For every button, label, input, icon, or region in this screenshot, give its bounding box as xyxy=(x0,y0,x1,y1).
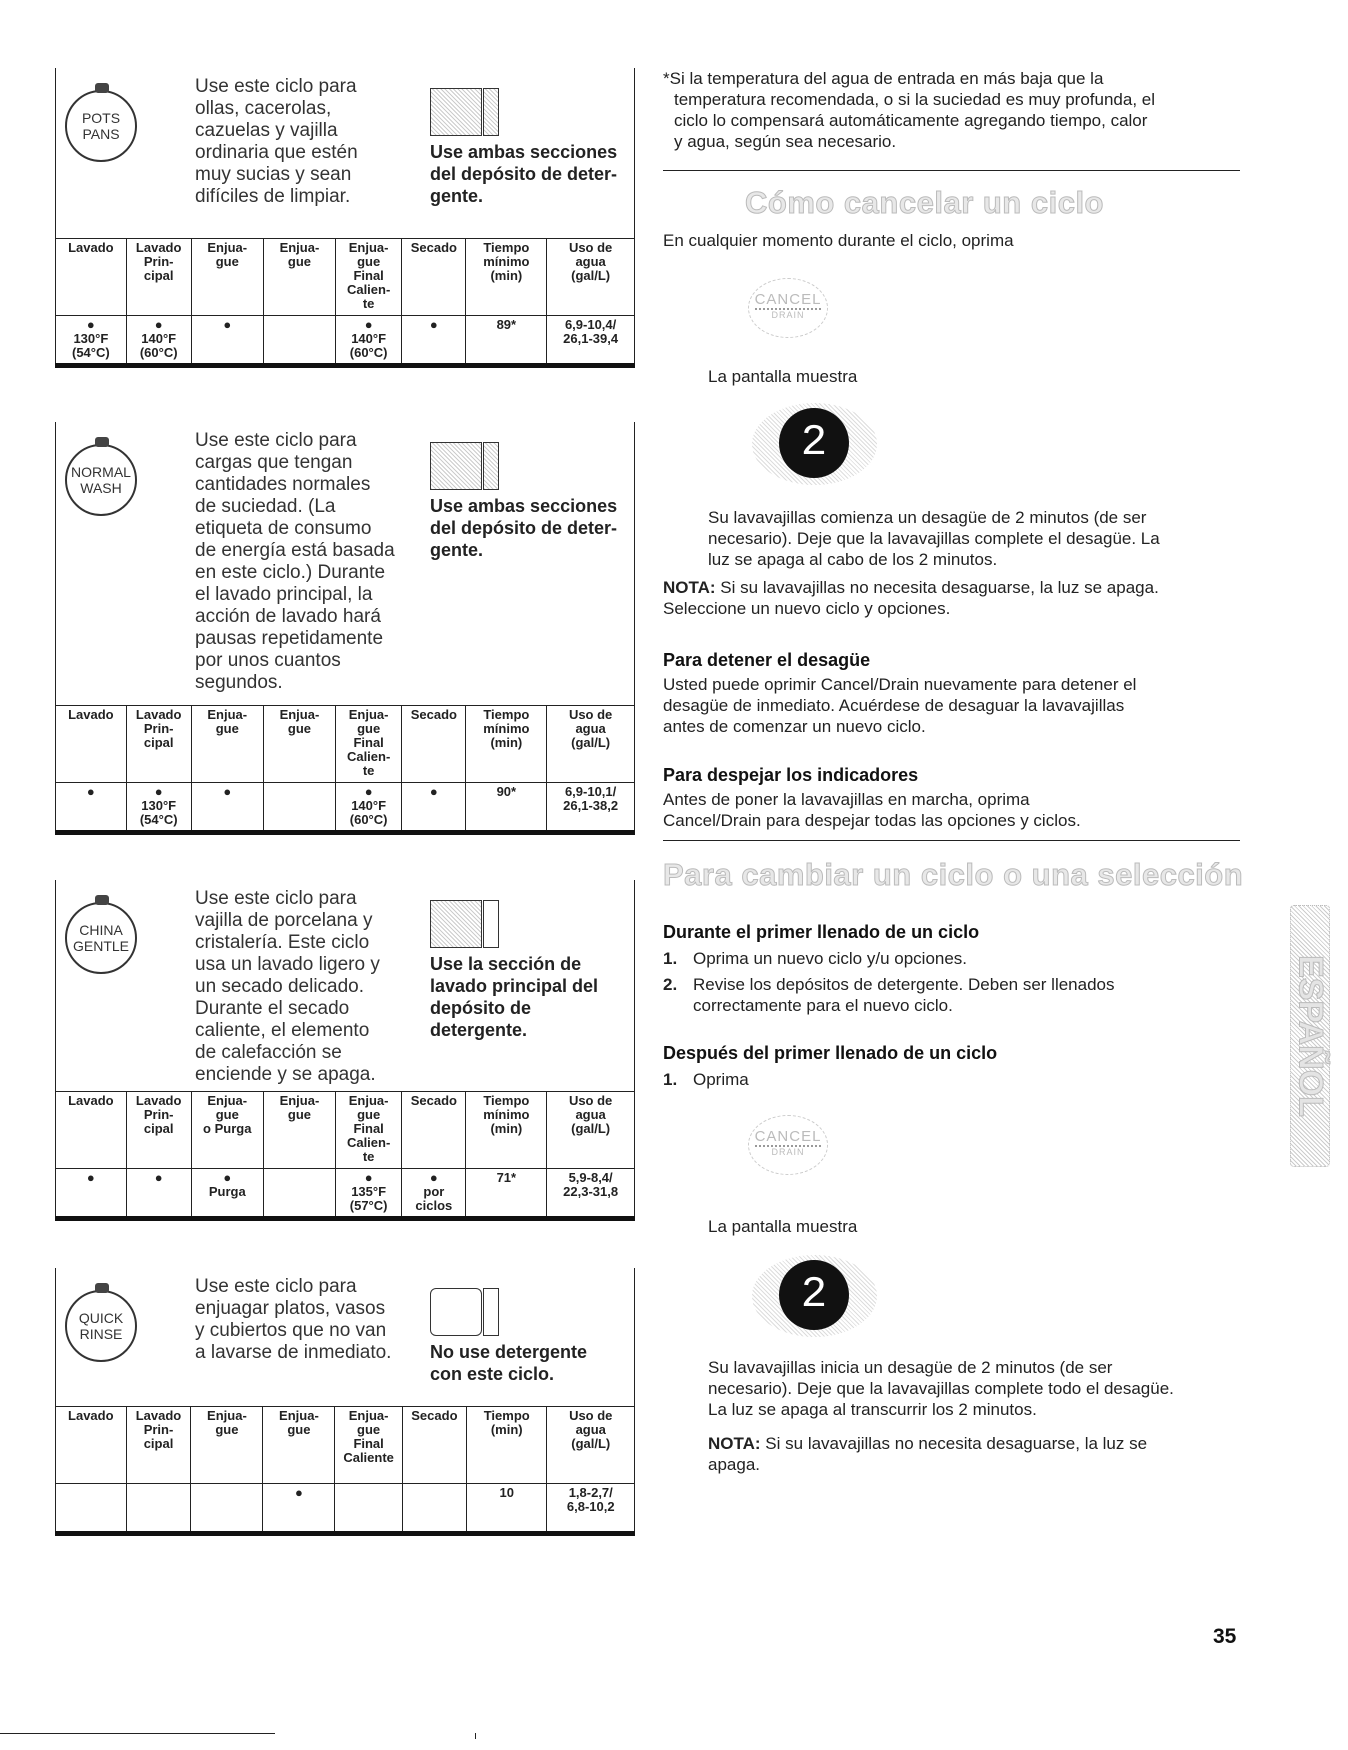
block-rule xyxy=(634,68,635,238)
divider xyxy=(663,170,1240,171)
table-cell: ● xyxy=(191,316,263,367)
text-line: Use la sección de xyxy=(430,954,582,974)
prewash-compartment xyxy=(483,1288,499,1336)
nota-2 xyxy=(708,1433,1288,1475)
text-line: depósito de xyxy=(430,998,532,1018)
table-header-row xyxy=(56,239,635,316)
table-cell: ● xyxy=(402,783,466,834)
page-number: 35 xyxy=(1213,1625,1237,1648)
column-header: Uso de agua (gal/L) xyxy=(547,1407,635,1484)
text-line: gente. xyxy=(430,540,484,560)
text-line: a lavarse de inmediato. xyxy=(195,1342,392,1363)
text-line: apaga. xyxy=(708,1455,760,1474)
block-rule xyxy=(634,422,635,705)
table-row xyxy=(56,783,635,834)
cycle-description xyxy=(195,1276,391,1364)
cycle-description xyxy=(195,888,380,1086)
column-header: Lavado xyxy=(56,706,127,783)
step-text: correctamente para el nuevo ciclo. xyxy=(693,996,953,1015)
detergent-instruction xyxy=(430,141,617,207)
cancel-drain-button[interactable] xyxy=(748,278,828,338)
footnote xyxy=(663,68,1243,152)
column-header: Secado xyxy=(402,1407,466,1484)
text-line: La luz se apaga al transcurrir los 2 minutos. xyxy=(708,1400,1037,1419)
step-text: Oprima xyxy=(693,1070,749,1089)
badge-label: PANS xyxy=(82,126,120,142)
table-cell xyxy=(263,1169,335,1220)
text-line: un secado delicado. xyxy=(195,976,365,997)
text-line: cristalería. Este ciclo xyxy=(195,932,370,953)
text-line: Seleccione un nuevo ciclo y opciones. xyxy=(663,599,951,618)
footnote-line: y agua, según sea necesario. xyxy=(674,132,897,151)
divider xyxy=(663,840,1240,841)
table-row xyxy=(56,1484,635,1535)
table-cell: 89* xyxy=(466,316,547,367)
indicator-light xyxy=(95,83,109,93)
column-header: Enjua- gue Final Calien- te xyxy=(336,706,402,783)
text-line: de suciedad. (La xyxy=(195,496,336,517)
text-line: acción de lavado hará xyxy=(195,606,381,627)
nota-label: NOTA: xyxy=(708,1434,761,1453)
text-line: ollas, cacerolas, xyxy=(195,98,332,119)
footnote-line: ciclo lo compensará automáticamente agregando tiempo, calor xyxy=(674,111,1148,130)
table-cell: ● xyxy=(126,1169,191,1220)
indicator-light xyxy=(95,1283,109,1293)
column-header: Lavado xyxy=(56,1407,127,1484)
text-line: luz se apaga al cabo de los 2 minutos. xyxy=(708,550,998,569)
text-line: con este ciclo. xyxy=(430,1364,555,1384)
text-line: por unos cuantos xyxy=(195,650,341,671)
display-digit-icon xyxy=(752,403,877,485)
after-fill-step xyxy=(663,1069,749,1090)
cancel-label: CANCEL xyxy=(754,1128,822,1145)
block-rule xyxy=(55,1268,56,1406)
table-cell xyxy=(335,1484,402,1535)
footer-mark xyxy=(475,1733,476,1739)
column-header: Enjua- gue Final Caliente xyxy=(335,1407,402,1484)
text-line: cargas que tengan xyxy=(195,452,353,473)
column-header: Lavado xyxy=(56,1092,127,1169)
text-line: pausas repetidamente xyxy=(195,628,384,649)
stop-drain-heading: Para detener el desagüe xyxy=(663,650,871,670)
text-line: Use ambas secciones xyxy=(430,142,618,162)
cancel-heading: Cómo cancelar un ciclo xyxy=(745,185,1104,220)
column-header: Enjua- gue Final Calien- te xyxy=(336,239,402,316)
indicator-light xyxy=(95,895,109,905)
table-cell: 5,9-8,4/ 22,3-31,8 xyxy=(547,1169,635,1220)
column-header: Uso de agua (gal/L) xyxy=(547,706,635,783)
text-line: Use este ciclo para xyxy=(195,430,357,451)
text-line: y cubiertos que no van xyxy=(195,1320,387,1341)
column-header: Tiempo mínimo (min) xyxy=(466,239,547,316)
table-cell: ● por ciclos xyxy=(402,1169,466,1220)
drain-label: DRAIN xyxy=(771,310,805,320)
text-line: muy sucias y sean xyxy=(195,164,352,185)
display-digit: 2 xyxy=(779,1260,849,1330)
footer-rule xyxy=(0,1733,275,1734)
column-header: Enjua- gue xyxy=(263,239,335,316)
detergent-instruction xyxy=(430,495,617,561)
prewash-compartment xyxy=(483,900,499,948)
text-line: detergente. xyxy=(430,1020,528,1040)
table-row xyxy=(56,316,635,367)
block-bottom-rule xyxy=(55,1531,635,1536)
table-cell: ● xyxy=(402,316,466,367)
text-line: segundos. xyxy=(195,672,283,693)
block-bottom-rule xyxy=(55,830,635,835)
table-cell: ● xyxy=(191,783,263,834)
table-row xyxy=(56,1169,635,1220)
column-header: Enjua- gue xyxy=(263,1092,335,1169)
cycle-button-icon xyxy=(65,90,137,162)
text-line: necesario). Deje que la lavavajillas complete el desagüe. La xyxy=(708,529,1160,548)
column-header: Enjua- gue xyxy=(263,706,335,783)
table-cell: 1,8-2,7/ 6,8-10,2 xyxy=(547,1484,635,1535)
detergent-instruction xyxy=(430,953,598,1041)
after-fill-heading: Después del primer llenado de un ciclo xyxy=(663,1043,998,1063)
block-rule xyxy=(55,422,56,705)
main-wash-compartment xyxy=(430,442,482,490)
badge-label: GENTLE xyxy=(72,938,129,954)
text-line: caliente, el elemento xyxy=(195,1020,370,1041)
text-line: Use este ciclo para xyxy=(195,76,357,97)
table-cell: 90* xyxy=(466,783,547,834)
cycle-block xyxy=(55,880,635,1235)
text-line: cantidades normales xyxy=(195,474,371,495)
column-header: Enjua- gue xyxy=(191,1407,263,1484)
text-line: el lavado principal, la xyxy=(195,584,373,605)
text-line: vajilla de porcelana y xyxy=(195,910,373,931)
display-shows-label: La pantalla muestra xyxy=(708,1217,858,1236)
side-tab-label: ESPAÑOL xyxy=(1291,955,1330,1117)
block-rule xyxy=(634,1268,635,1406)
table-cell: ● Purga xyxy=(191,1169,263,1220)
table-header-row xyxy=(56,706,635,783)
cancel-intro: En cualquier momento durante el ciclo, oprima xyxy=(663,231,1014,250)
badge-label: CHINA xyxy=(79,922,123,938)
table-cell xyxy=(126,1484,191,1535)
block-bottom-rule xyxy=(55,363,635,368)
detergent-dispenser-icon xyxy=(430,88,505,138)
main-wash-compartment xyxy=(430,1288,482,1336)
step-text: Revise los depósitos de detergente. Deben ser llenados xyxy=(693,975,1115,994)
text-line: Use este ciclo para xyxy=(195,888,357,909)
prewash-compartment xyxy=(483,442,499,490)
first-fill-heading: Durante el primer llenado de un ciclo xyxy=(663,922,980,942)
column-header: Lavado Prin- cipal xyxy=(126,706,191,783)
indicator-light xyxy=(95,437,109,447)
table-cell xyxy=(56,1484,127,1535)
text-line: No use detergente xyxy=(430,1342,588,1362)
detergent-dispenser-icon xyxy=(430,442,505,492)
column-header: Enjua- gue xyxy=(263,1407,335,1484)
text-line: etiqueta de consumo xyxy=(195,518,372,539)
column-header: Secado xyxy=(402,239,466,316)
badge-label: WASH xyxy=(80,480,122,496)
text-line: en este ciclo.) Durante xyxy=(195,562,386,583)
badge-label: NORMAL xyxy=(71,464,131,480)
cycle-table xyxy=(55,1406,635,1534)
text-line: necesario). Deje que la lavavajillas complete todo el desagüe. xyxy=(708,1379,1174,1398)
table-cell: ● xyxy=(56,783,127,834)
column-header: Tiempo (min) xyxy=(466,1407,547,1484)
table-cell: ● xyxy=(263,1484,335,1535)
text-line: ordinaria que estén xyxy=(195,142,358,163)
text-line: Si su lavavajillas no necesita desaguarse, la luz se xyxy=(765,1434,1148,1453)
cycle-button-icon xyxy=(65,902,137,974)
table-cell: ● 140°F (60°C) xyxy=(336,783,402,834)
cycle-description xyxy=(195,430,395,694)
stop-drain-text xyxy=(663,674,1243,737)
display-digit: 2 xyxy=(779,408,849,478)
table-cell: ● 130°F (54°C) xyxy=(56,316,127,367)
text-line: desagüe de inmediato. Acuérdese de desaguar la lavavajillas xyxy=(663,696,1125,715)
text-line: Use ambas secciones xyxy=(430,496,618,516)
table-header-row xyxy=(56,1407,635,1484)
step-number: 1. xyxy=(663,1070,678,1089)
detergent-instruction xyxy=(430,1341,587,1385)
detergent-dispenser-icon xyxy=(430,900,505,950)
text-line: antes de comenzar un nuevo ciclo. xyxy=(663,717,926,736)
footnote-line: temperatura recomendada, o si la suciedad es muy profunda, el xyxy=(674,90,1155,109)
text-line: Antes de poner la lavavajillas en marcha, oprima xyxy=(663,790,1030,809)
table-cell xyxy=(263,783,335,834)
text-line: Use este ciclo para xyxy=(195,1276,357,1297)
column-header: Secado xyxy=(402,1092,466,1169)
footnote-line: *Si la temperatura del agua de entrada en más baja que la xyxy=(663,69,1104,88)
block-rule xyxy=(55,68,56,238)
text-line: del depósito de deter- xyxy=(430,164,618,184)
drain-label: DRAIN xyxy=(771,1147,805,1157)
cancel-drain-button[interactable] xyxy=(748,1115,828,1175)
table-cell: ● xyxy=(56,1169,127,1220)
main-wash-compartment xyxy=(430,900,482,948)
text-line: gente. xyxy=(430,186,484,206)
text-line: Cancel/Drain para despejar todas las opciones y ciclos. xyxy=(663,811,1081,830)
table-cell: ● 140°F (60°C) xyxy=(336,316,402,367)
block-rule xyxy=(55,880,56,1091)
column-header: Enjua- gue xyxy=(191,239,263,316)
text-line: de energía está basada xyxy=(195,540,395,561)
table-cell xyxy=(263,316,335,367)
text-line: del depósito de deter- xyxy=(430,518,618,538)
espanol-tab xyxy=(1290,905,1330,1167)
column-header: Enjua- gue Final Calien- te xyxy=(336,1092,402,1169)
badge-label: RINSE xyxy=(79,1326,123,1342)
text-line: Durante el secado xyxy=(195,998,350,1019)
text-line: usa un lavado ligero y xyxy=(195,954,380,975)
table-cell: 10 xyxy=(466,1484,547,1535)
column-header: Lavado xyxy=(56,239,127,316)
text-line: Si su lavavajillas no necesita desaguarse, la luz se apaga. xyxy=(720,578,1159,597)
main-wash-compartment xyxy=(430,88,482,136)
table-cell xyxy=(191,1484,263,1535)
column-header: Uso de agua (gal/L) xyxy=(547,1092,635,1169)
column-header: Enjua- gue o Purga xyxy=(191,1092,263,1169)
text-line: enjuagar platos, vasos xyxy=(195,1298,386,1319)
text-line: Su lavavajillas comienza un desagüe de 2 minutos (de ser xyxy=(708,508,1147,527)
text-line: Usted puede oprimir Cancel/Drain nuevamente para detener el xyxy=(663,675,1137,694)
table-cell xyxy=(402,1484,466,1535)
table-cell: ● 130°F (54°C) xyxy=(126,783,191,834)
clear-text xyxy=(663,789,1243,831)
cancel-label: CANCEL xyxy=(754,291,822,308)
text-line: cazuelas y vajilla xyxy=(195,120,338,141)
text-line: enciende y se apaga. xyxy=(195,1064,376,1085)
column-header: Lavado Prin- cipal xyxy=(126,1092,191,1169)
clear-heading: Para despejar los indicadores xyxy=(663,765,919,785)
cycle-block xyxy=(55,1268,635,1553)
column-header: Uso de agua (gal/L) xyxy=(547,239,635,316)
drain-text-2 xyxy=(708,1357,1288,1420)
step-text: Oprima un nuevo ciclo y/u opciones. xyxy=(693,949,968,968)
table-cell: 6,9-10,4/ 26,1-39,4 xyxy=(547,316,635,367)
nota-1 xyxy=(663,577,1243,619)
cycle-description xyxy=(195,76,358,208)
column-header: Lavado Prin- cipal xyxy=(126,1407,191,1484)
display-shows-label: La pantalla muestra xyxy=(708,367,858,386)
column-header: Lavado Prin- cipal xyxy=(126,239,191,316)
badge-label: POTS xyxy=(81,110,121,126)
change-heading: Para cambiar un ciclo o una selección xyxy=(663,857,1244,892)
column-header: Tiempo mínimo (min) xyxy=(466,706,547,783)
text-line: lavado principal del xyxy=(430,976,599,996)
cycle-table xyxy=(55,1091,635,1219)
prewash-compartment xyxy=(483,88,499,136)
cycle-button-icon xyxy=(65,444,137,516)
cycle-table xyxy=(55,705,635,833)
table-header-row xyxy=(56,1092,635,1169)
badge-label: QUICK xyxy=(78,1310,124,1326)
cycle-block xyxy=(55,68,635,380)
column-header: Tiempo mínimo (min) xyxy=(466,1092,547,1169)
step-number: 2. xyxy=(663,975,678,994)
cycle-table xyxy=(55,238,635,366)
detergent-dispenser-icon xyxy=(430,1288,505,1338)
step-number: 1. xyxy=(663,949,678,968)
text-line: Su lavavajillas inicia un desagüe de 2 minutos (de ser xyxy=(708,1358,1113,1377)
text-line: de calefacción se xyxy=(195,1042,342,1063)
display-digit-icon xyxy=(752,1255,877,1337)
block-bottom-rule xyxy=(55,1216,635,1221)
column-header: Enjua- gue xyxy=(191,706,263,783)
table-cell: 6,9-10,1/ 26,1-38,2 xyxy=(547,783,635,834)
first-fill-steps xyxy=(663,948,1115,1016)
table-cell: 71* xyxy=(466,1169,547,1220)
drain-text xyxy=(708,507,1288,570)
text-line: difíciles de limpiar. xyxy=(195,186,351,207)
column-header: Secado xyxy=(402,706,466,783)
block-rule xyxy=(634,880,635,1091)
nota-label: NOTA: xyxy=(663,578,716,597)
table-cell: ● 140°F (60°C) xyxy=(126,316,191,367)
cycle-block xyxy=(55,422,635,847)
cycle-button-icon xyxy=(65,1290,137,1362)
table-cell: ● 135°F (57°C) xyxy=(336,1169,402,1220)
